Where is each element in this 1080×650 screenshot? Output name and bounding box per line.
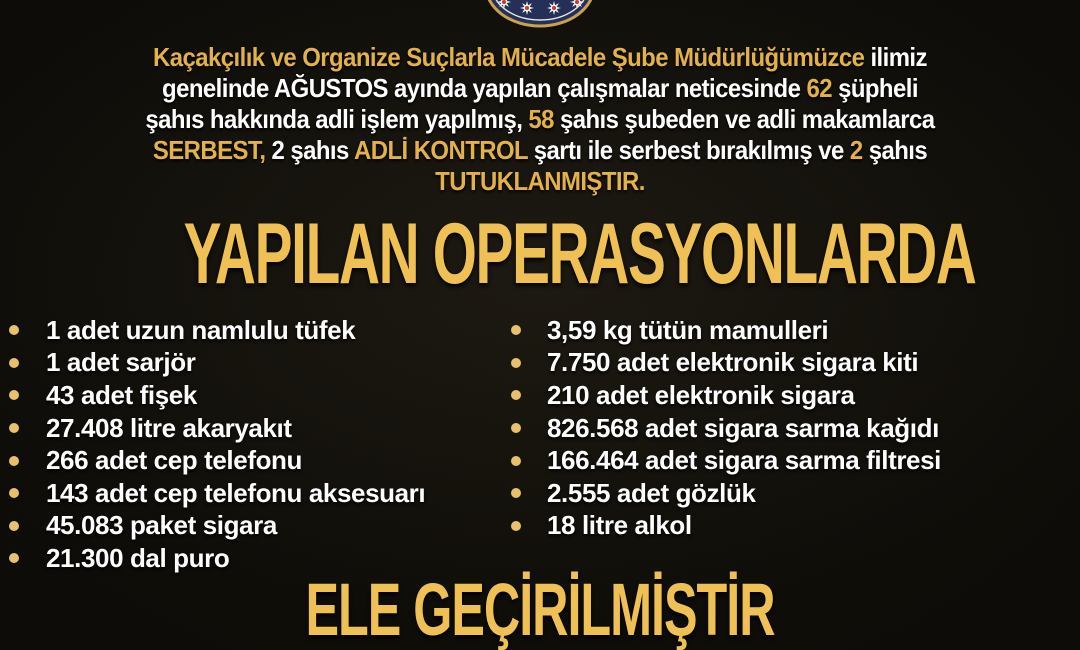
seized-item-label: 143 adet cep telefonu aksesuarı bbox=[46, 477, 426, 508]
intro-line bbox=[43, 135, 1037, 166]
seized-item-label: 210 adet elektronik sigara bbox=[547, 379, 855, 410]
seized-item-label: 826.568 adet sigara sarma kağıdı bbox=[547, 412, 939, 443]
intro-text: şahıs bbox=[868, 135, 928, 165]
bullet-icon bbox=[9, 423, 19, 433]
bullet-icon bbox=[511, 456, 521, 466]
intro-line bbox=[43, 166, 1037, 197]
seized-item-label: 21.300 dal puro bbox=[46, 542, 230, 573]
bullet-icon bbox=[511, 521, 521, 531]
turkish-police-emblem bbox=[470, 0, 610, 30]
intro-paragraph bbox=[43, 42, 1037, 197]
seized-item bbox=[0, 444, 502, 477]
bullet-icon bbox=[511, 358, 521, 368]
seized-item-label: 3,59 kg tütün mamulleri bbox=[547, 314, 829, 345]
seized-item-label: 43 adet fişek bbox=[46, 379, 197, 410]
bullet-icon bbox=[9, 358, 19, 368]
seized-item bbox=[502, 510, 1080, 543]
intro-emphasis-text: ADLİ KONTROL bbox=[354, 135, 528, 165]
intro-text: genelinde AĞUSTOS ayında yapılan çalışmalar neticesinde bbox=[162, 73, 801, 103]
intro-emphasis-text: Kaçakçılık ve Organize Suçlarla Mücadele Şube Müdürlüğümüzce bbox=[153, 42, 865, 72]
bullet-icon bbox=[511, 325, 521, 335]
intro-text: şahıs şubeden ve adli makamlarca bbox=[559, 104, 935, 134]
seized-item-label: 18 litre alkol bbox=[547, 510, 692, 541]
seized-item-label: 1 adet sarjör bbox=[46, 347, 196, 378]
bullet-icon bbox=[511, 423, 521, 433]
seized-item bbox=[502, 444, 1080, 477]
intro-emphasis-text: 58 bbox=[528, 104, 554, 134]
seized-item-label: 2.555 adet gözlük bbox=[547, 477, 756, 508]
seized-item-label: 266 adet cep telefonu bbox=[46, 445, 303, 476]
intro-text: ilimiz bbox=[870, 42, 927, 72]
bullet-icon bbox=[9, 488, 19, 498]
intro-text: 2 şahıs bbox=[271, 135, 349, 165]
seized-item bbox=[502, 477, 1080, 510]
seized-item bbox=[502, 412, 1080, 445]
seized-items-columns bbox=[0, 314, 1080, 575]
seized-item bbox=[0, 477, 502, 510]
seized-item bbox=[0, 379, 502, 412]
bullet-icon bbox=[9, 325, 19, 335]
seized-item bbox=[0, 314, 502, 347]
intro-emphasis-text: 2 bbox=[849, 135, 863, 165]
seized-item-label: 27.408 litre akaryakıt bbox=[46, 412, 292, 443]
seized-item bbox=[0, 412, 502, 445]
seized-list-right bbox=[502, 314, 1080, 575]
bullet-icon bbox=[9, 390, 19, 400]
intro-text: şahıs hakkında adli işlem yapılmış, bbox=[145, 104, 523, 134]
intro-line bbox=[43, 42, 1037, 73]
seized-item-label: 7.750 adet elektronik sigara kiti bbox=[547, 347, 919, 378]
intro-emphasis-text: SERBEST, bbox=[152, 135, 266, 165]
seized-item-label: 166.464 adet sigara sarma filtresi bbox=[547, 445, 941, 476]
seized-item bbox=[502, 379, 1080, 412]
intro-text: şüpheli bbox=[838, 73, 918, 103]
bullet-icon bbox=[511, 390, 521, 400]
intro-emphasis-text: 62 bbox=[806, 73, 832, 103]
seized-item-label: 45.083 paket sigara bbox=[46, 510, 277, 541]
intro-line bbox=[43, 73, 1037, 104]
intro-text: şartı ile serbest bırakılmış ve bbox=[533, 135, 844, 165]
seized-list-left bbox=[0, 314, 502, 575]
seized-item bbox=[0, 510, 502, 543]
seized-item bbox=[0, 347, 502, 380]
intro-line bbox=[43, 104, 1037, 135]
seized-item-label: 1 adet uzun namlulu tüfek bbox=[46, 314, 356, 345]
seized-item bbox=[502, 347, 1080, 380]
seized-heading: ELE GEÇİRİLMİŞTİR bbox=[305, 568, 775, 650]
bullet-icon bbox=[9, 456, 19, 466]
bullet-icon bbox=[511, 488, 521, 498]
operations-heading: YAPILAN OPERASYONLARDA bbox=[183, 206, 976, 302]
seized-item bbox=[502, 314, 1080, 347]
bullet-icon bbox=[9, 521, 19, 531]
bullet-icon bbox=[9, 553, 19, 563]
intro-emphasis-text: TUTUKLANMIŞTIR. bbox=[435, 166, 645, 196]
